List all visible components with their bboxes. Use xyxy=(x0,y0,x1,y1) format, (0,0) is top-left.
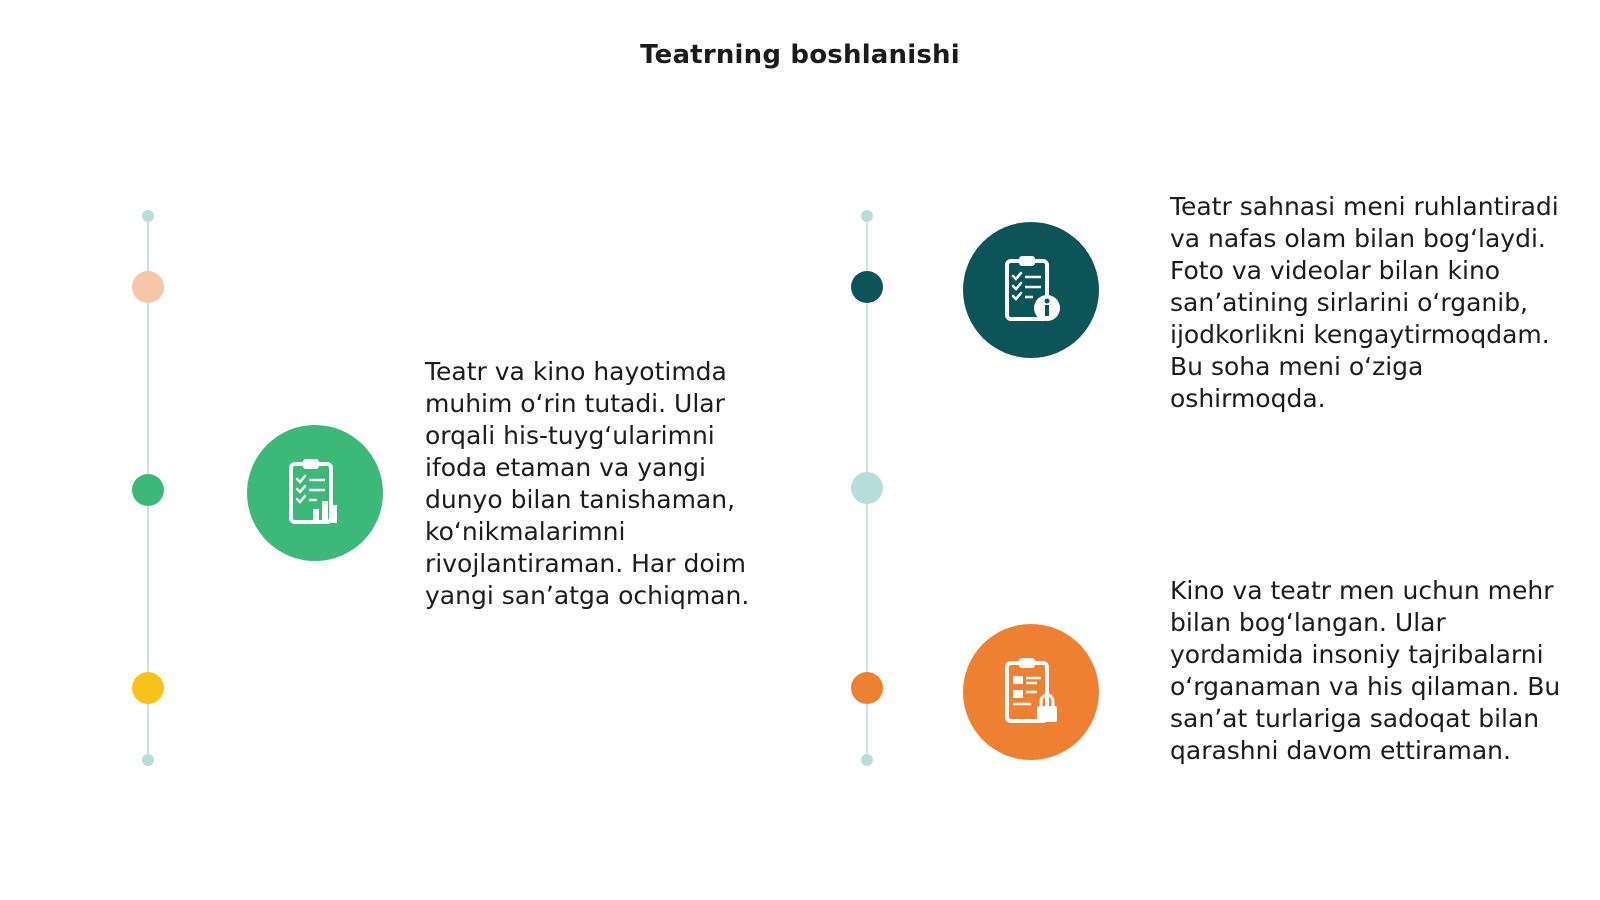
timeline-cap-top xyxy=(142,210,154,222)
item-2-text: Teatr sahnasi meni ruhlantiradi va nafas olam bilan bogʻlaydi. Foto va videolar bilan kino sanʼatining sirlarini oʻrganib, ijodkorlikni kengaytirmoqdam. Bu soha meni oʻziga oshirmoqda. xyxy=(1170,192,1559,413)
timeline-cap-bottom xyxy=(861,754,873,766)
timeline-cap-top xyxy=(861,210,873,222)
timeline-dot-dark-teal xyxy=(851,271,883,303)
item-3-text: Kino va teatr men uchun mehr bilan bogʻlangan. Ular yordamida insoniy tajribalarni oʻrganaman va his qilaman. Bu sanʼat turlariga sadoqat bilan qarashni davom ettiraman. xyxy=(1170,576,1561,765)
clipboard-info-icon xyxy=(991,250,1071,330)
timeline-dot-yellow xyxy=(132,672,164,704)
clipboard-lock-icon xyxy=(991,652,1071,732)
timeline-dot-green xyxy=(132,474,164,506)
item-1-text: Teatr va kino hayotimda muhim oʻrin tutadi. Ular orqali his-tuygʻularimni ifoda etaman va yangi dunyo bilan tanishaman, koʻnikmalarimni rivojlantiraman. Har doim yangi sanʼatga ochiqman. xyxy=(425,357,750,610)
timeline-dot-peach xyxy=(132,271,164,303)
timeline-left xyxy=(138,216,158,766)
item-1-icon-circle xyxy=(247,425,383,561)
timeline-right xyxy=(857,216,877,766)
timeline-dot-orange xyxy=(851,672,883,704)
timeline-cap-bottom xyxy=(142,754,154,766)
timeline-dot-light-teal xyxy=(851,472,883,504)
page-title: Teatrning boshlanishi xyxy=(640,40,960,70)
item-3-icon-circle xyxy=(963,624,1099,760)
item-2-icon-circle xyxy=(963,222,1099,358)
clipboard-chart-icon xyxy=(275,453,355,533)
